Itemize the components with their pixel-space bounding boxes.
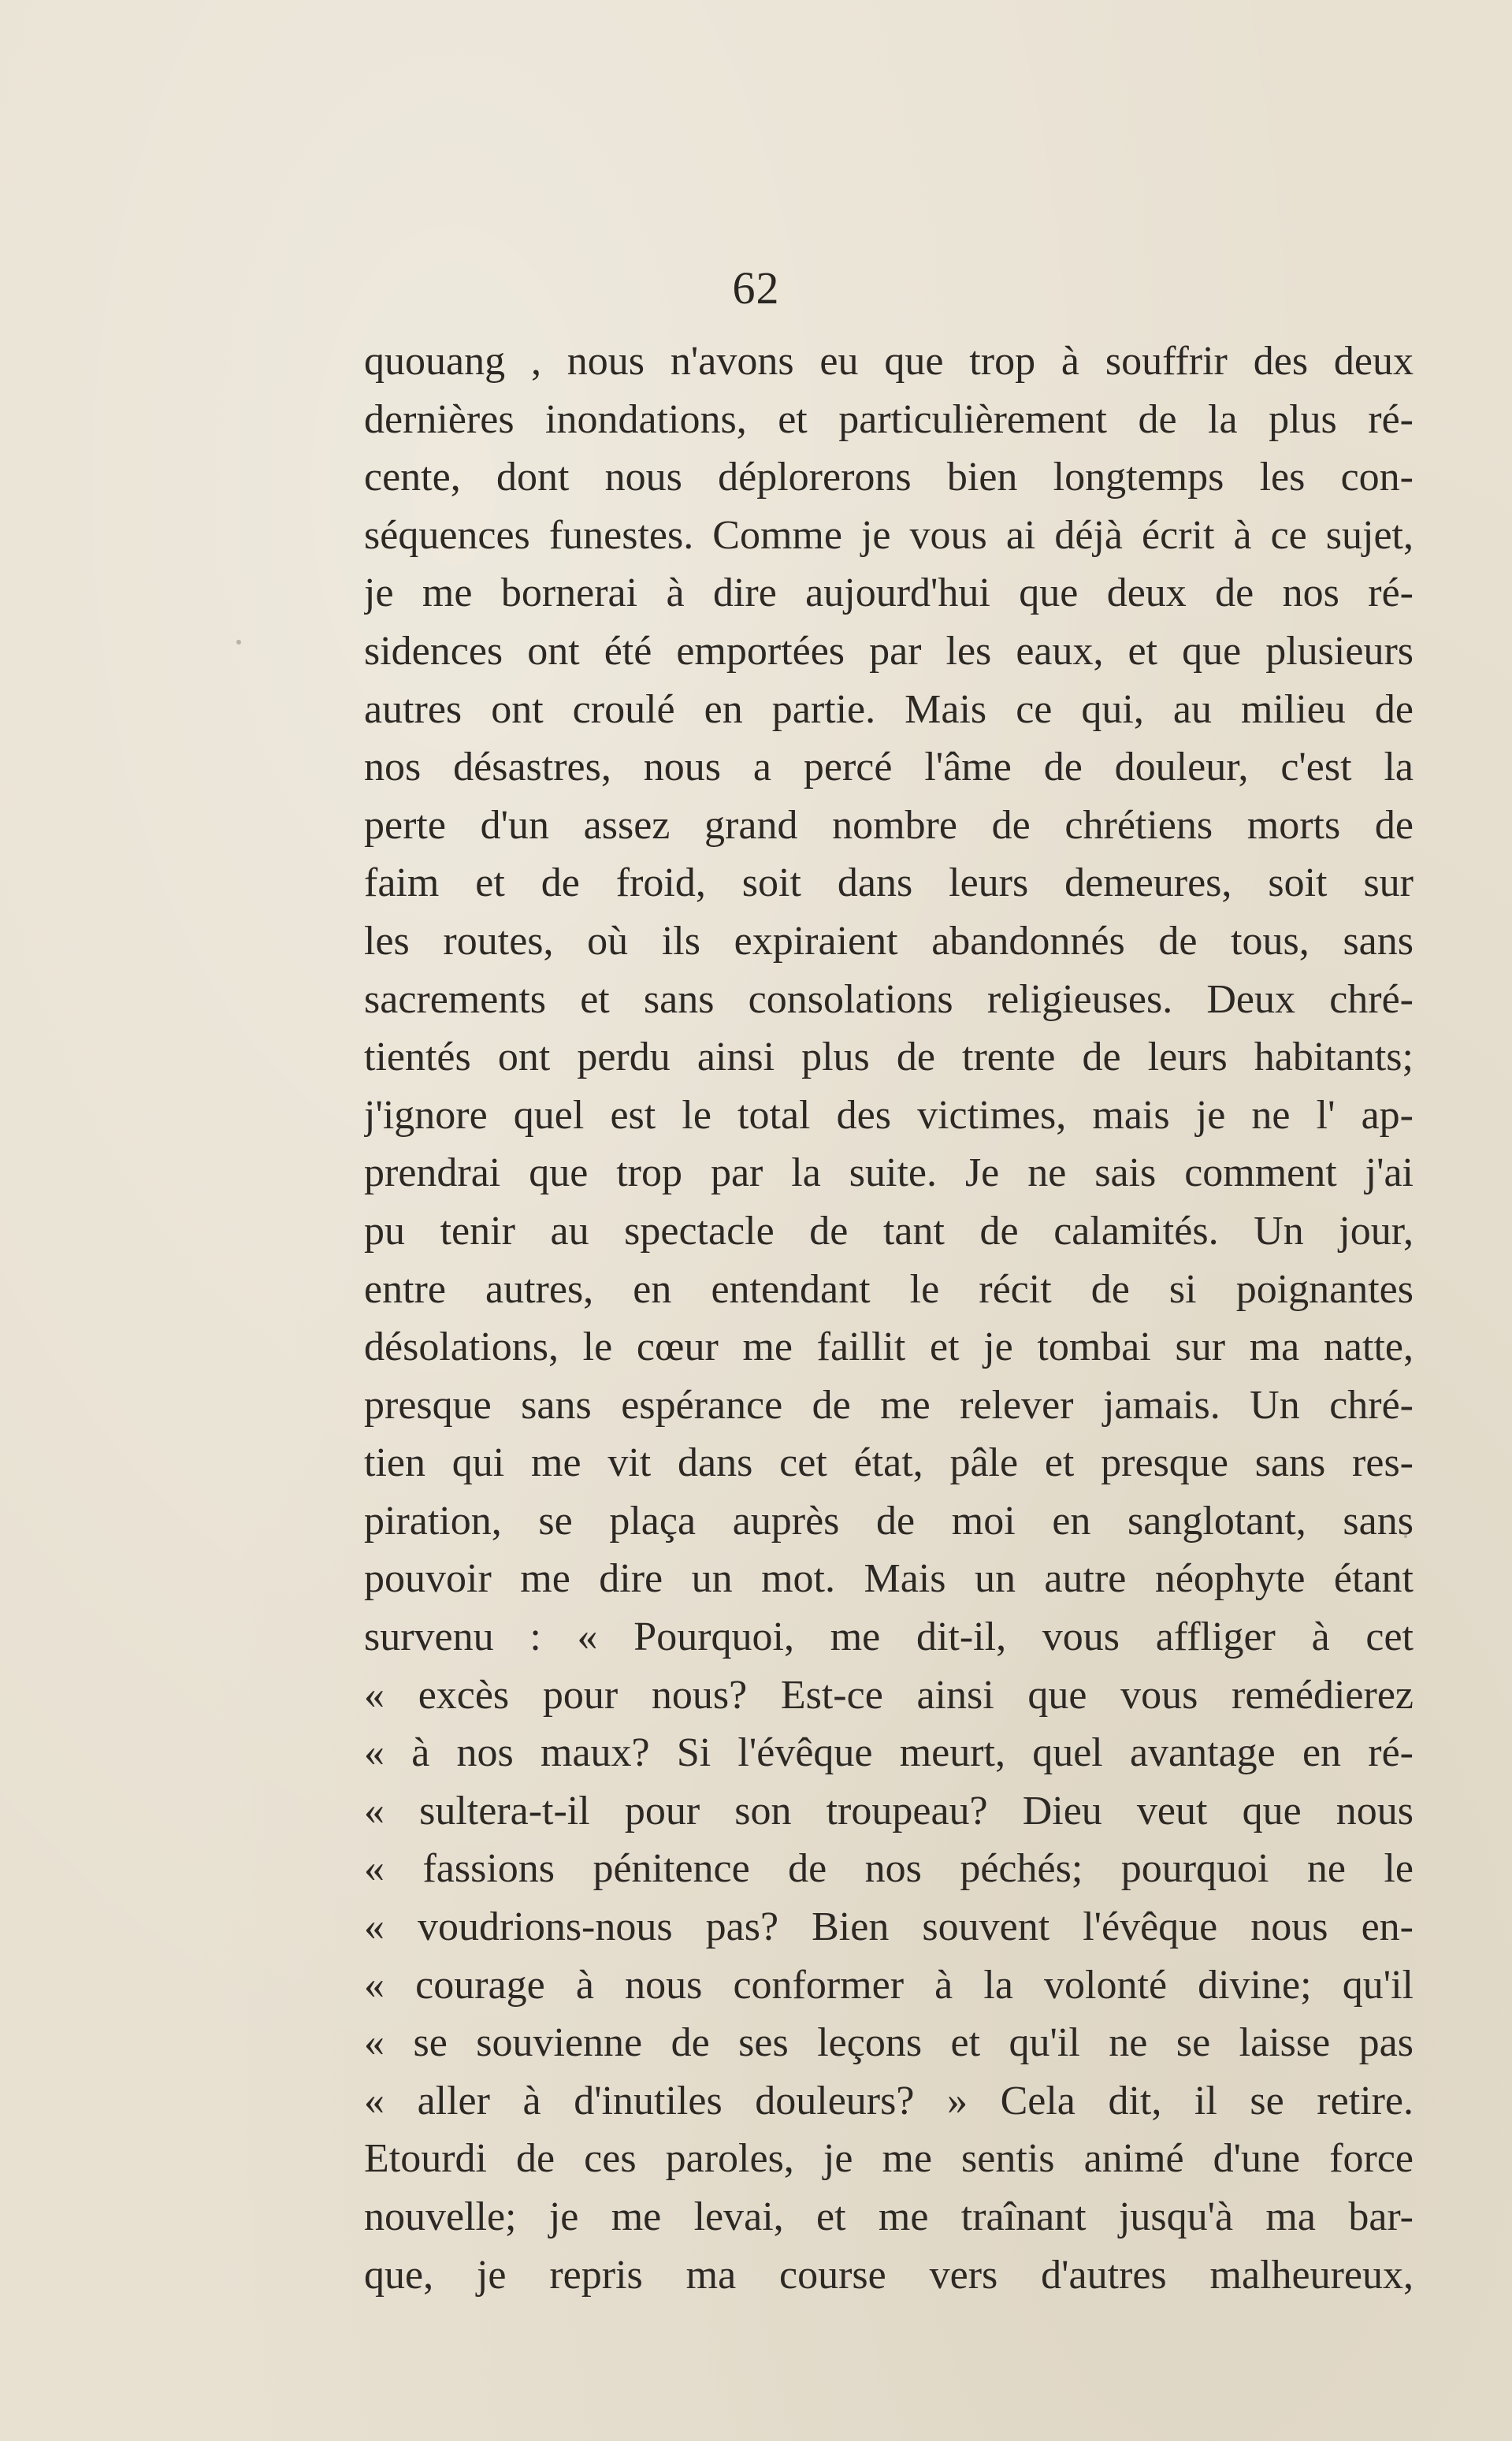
page-speck xyxy=(1404,1535,1407,1538)
text-line: autres ont croulé en partie. Mais ce qui, au milieu de xyxy=(364,686,1414,732)
text-line: prendrai que trop par la suite. Je ne sais comment j'ai xyxy=(364,1150,1414,1196)
text-line: sacrements et sans consolations religieuses. Deux chré- xyxy=(364,976,1414,1022)
text-line: cente, dont nous déplorerons bien longtemps les con- xyxy=(364,455,1414,500)
text-line: séquences funestes. Comme je vous ai déjà écrit à ce sujet, xyxy=(364,512,1414,558)
page-speck xyxy=(236,640,241,645)
text-line: que, je repris ma course vers d'autres malheureux, xyxy=(364,2252,1414,2298)
text-line: pu tenir au spectacle de tant de calamités. Un jour, xyxy=(364,1208,1414,1254)
text-line: « à nos maux? Si l'évêque meurt, quel avantage en ré- xyxy=(364,1730,1414,1776)
text-line: quouang , nous n'avons eu que trop à souffrir des deux xyxy=(364,339,1414,384)
text-line: faim et de froid, soit dans leurs demeures, soit sur xyxy=(364,860,1414,906)
text-line: piration, se plaça auprès de moi en sanglotant, sans xyxy=(364,1498,1414,1544)
text-line: « se souvienne de ses leçons et qu'il ne se laisse pas xyxy=(364,2020,1414,2066)
text-line: « fassions pénitence de nos péchés; pourquoi ne le xyxy=(364,1846,1414,1892)
text-line: entre autres, en entendant le récit de si poignantes xyxy=(364,1266,1414,1312)
text-line: presque sans espérance de me relever jamais. Un chré- xyxy=(364,1382,1414,1428)
text-line: « voudrions-nous pas? Bien souvent l'évêque nous en- xyxy=(364,1904,1414,1950)
text-line: tien qui me vit dans cet état, pâle et presque sans res- xyxy=(364,1440,1414,1486)
text-line: « aller à d'inutiles douleurs? » Cela dit, il se retire. xyxy=(364,2078,1414,2123)
body-text xyxy=(364,333,1414,2304)
text-line: les routes, où ils expiraient abandonnés de tous, sans xyxy=(364,918,1414,964)
text-line: j'ignore quel est le total des victimes, mais je ne l' ap- xyxy=(364,1092,1414,1138)
text-line: tientés ont perdu ainsi plus de trente de leurs habitants; xyxy=(364,1035,1414,1080)
text-line: survenu : « Pourquoi, me dit-il, vous affliger à cet xyxy=(364,1614,1414,1660)
text-line: nouvelle; je me levai, et me traînant jusqu'à ma bar- xyxy=(364,2194,1414,2239)
text-line: nos désastres, nous a percé l'âme de douleur, c'est la xyxy=(364,745,1414,790)
text-line: je me bornerai à dire aujourd'hui que deux de nos ré- xyxy=(364,570,1414,616)
text-line: dernières inondations, et particulièrement de la plus ré- xyxy=(364,396,1414,442)
text-line: « excès pour nous? Est-ce ainsi que vous remédierez xyxy=(364,1672,1414,1718)
page-number: 62 xyxy=(732,262,780,314)
text-line: sidences ont été emportées par les eaux, et que plusieurs xyxy=(364,628,1414,674)
text-line: perte d'un assez grand nombre de chrétiens morts de xyxy=(364,802,1414,848)
text-line: désolations, le cœur me faillit et je tombai sur ma natte, xyxy=(364,1325,1414,1370)
text-line: « sultera-t-il pour son troupeau? Dieu veut que nous xyxy=(364,1788,1414,1834)
text-line: pouvoir me dire un mot. Mais un autre néophyte étant xyxy=(364,1556,1414,1602)
text-line: « courage à nous conformer à la volonté divine; qu'il xyxy=(364,1962,1414,2008)
text-line: Etourdi de ces paroles, je me sentis animé d'une force xyxy=(364,2136,1414,2182)
